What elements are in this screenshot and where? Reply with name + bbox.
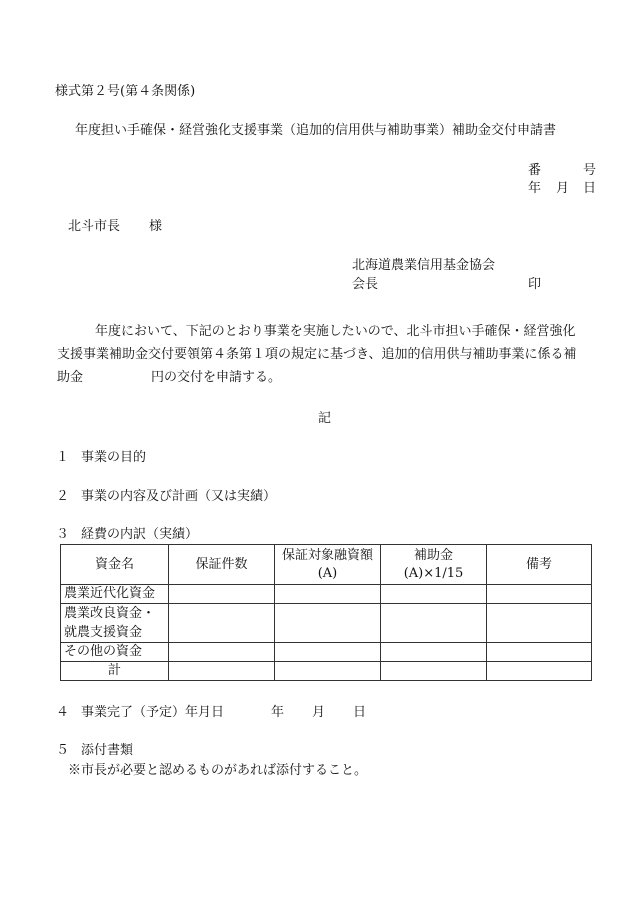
header-remarks: 備考 (487, 545, 592, 585)
table-cell (487, 604, 592, 643)
doc-number-ban: 番 (528, 163, 542, 178)
body-line-3-pre: 助金 (57, 370, 84, 385)
table-cell (487, 662, 592, 681)
applicant-org: 北海道農業信用基金協会 (352, 258, 496, 273)
table-cell (487, 643, 592, 662)
applicant-title: 会長 (352, 277, 379, 292)
table-cell (275, 662, 381, 681)
header-subsidy (381, 545, 487, 585)
document-title: 年度担い手確保・経営強化支援事業（追加的信用供与補助事業）補助金交付申請書 (75, 123, 557, 138)
doc-date-year: 年 (528, 181, 542, 196)
table-cell (381, 604, 487, 643)
seal-mark: 印 (528, 277, 542, 292)
body-line-1: 年度において、下記のとおり事業を実施したいので、北斗市担い手確保・経営強化 (95, 324, 576, 339)
table-row (61, 604, 592, 643)
item-3-text: 経費の内訳（実績） (81, 527, 199, 542)
table-cell (169, 585, 275, 604)
body-line-2: 支援事業補助金交付要領第４条第１項の規定に基づき、追加的信用供与補助事業に係る補 (57, 347, 577, 362)
table-cell (381, 643, 487, 662)
table-cell (275, 643, 381, 662)
table-row (61, 643, 592, 662)
item-2-text: 事業の内容及び計画（又は実績） (81, 489, 277, 504)
table-header-row (61, 545, 592, 585)
item-5-number: ５ (56, 743, 70, 758)
body-line-3-post: 円の交付を申請する。 (151, 370, 282, 385)
row-label-improvement-line-2: 就農支援資金 (64, 625, 143, 640)
table-cell (487, 585, 592, 604)
header-subsidy-line-2: (A)×1/15 (403, 565, 464, 581)
item-4-text: 事業完了（予定）年月日 (81, 705, 225, 720)
item-3-number: ３ (56, 527, 70, 542)
body-paragraph (57, 320, 607, 389)
item-4-number: ４ (56, 705, 70, 720)
header-fund-name: 資金名 (61, 545, 169, 585)
ki-heading: 記 (318, 411, 332, 426)
form-id: 様式第２号(第４条関係) (55, 84, 196, 99)
completion-month: 月 (312, 705, 326, 720)
budget-table (60, 544, 592, 681)
doc-number-go: 号 (583, 163, 597, 178)
row-label-total: 計 (61, 662, 169, 681)
addressee-honorific: 様 (149, 219, 163, 234)
addressee-name: 北斗市長 (68, 219, 121, 234)
body-line-3 (57, 366, 607, 389)
attachment-note: ※市長が必要と認めるものがあれば添付すること。 (68, 763, 368, 778)
table-cell (169, 643, 275, 662)
item-5-text: 添付書類 (81, 743, 134, 758)
completion-day: 日 (353, 705, 367, 720)
completion-year: 年 (271, 705, 285, 720)
row-label-improvement-fund (61, 604, 169, 643)
table-cell (169, 604, 275, 643)
table-row (61, 585, 592, 604)
table-cell (381, 662, 487, 681)
row-label-improvement-line-1: 農業改良資金・ (64, 606, 156, 621)
row-label-modernization-fund: 農業近代化資金 (61, 585, 169, 604)
table-cell (275, 585, 381, 604)
table-cell (275, 604, 381, 643)
doc-date-day: 日 (583, 181, 597, 196)
table-row-total (61, 662, 592, 681)
doc-date-month: 月 (556, 181, 570, 196)
item-1-text: 事業の目的 (81, 450, 147, 465)
table-cell (381, 585, 487, 604)
header-loan-amount-line-2: (A) (317, 565, 338, 581)
header-subsidy-line-1: 補助金 (413, 547, 453, 563)
item-2-number: ２ (56, 489, 70, 504)
table-cell (169, 662, 275, 681)
header-loan-amount-line-1: 保証対象融資額 (281, 547, 373, 563)
row-label-other-funds: その他の資金 (61, 643, 169, 662)
header-guaranteed-loan-amount (275, 545, 381, 585)
item-1-number: １ (56, 450, 70, 465)
header-guarantee-count: 保証件数 (169, 545, 275, 585)
